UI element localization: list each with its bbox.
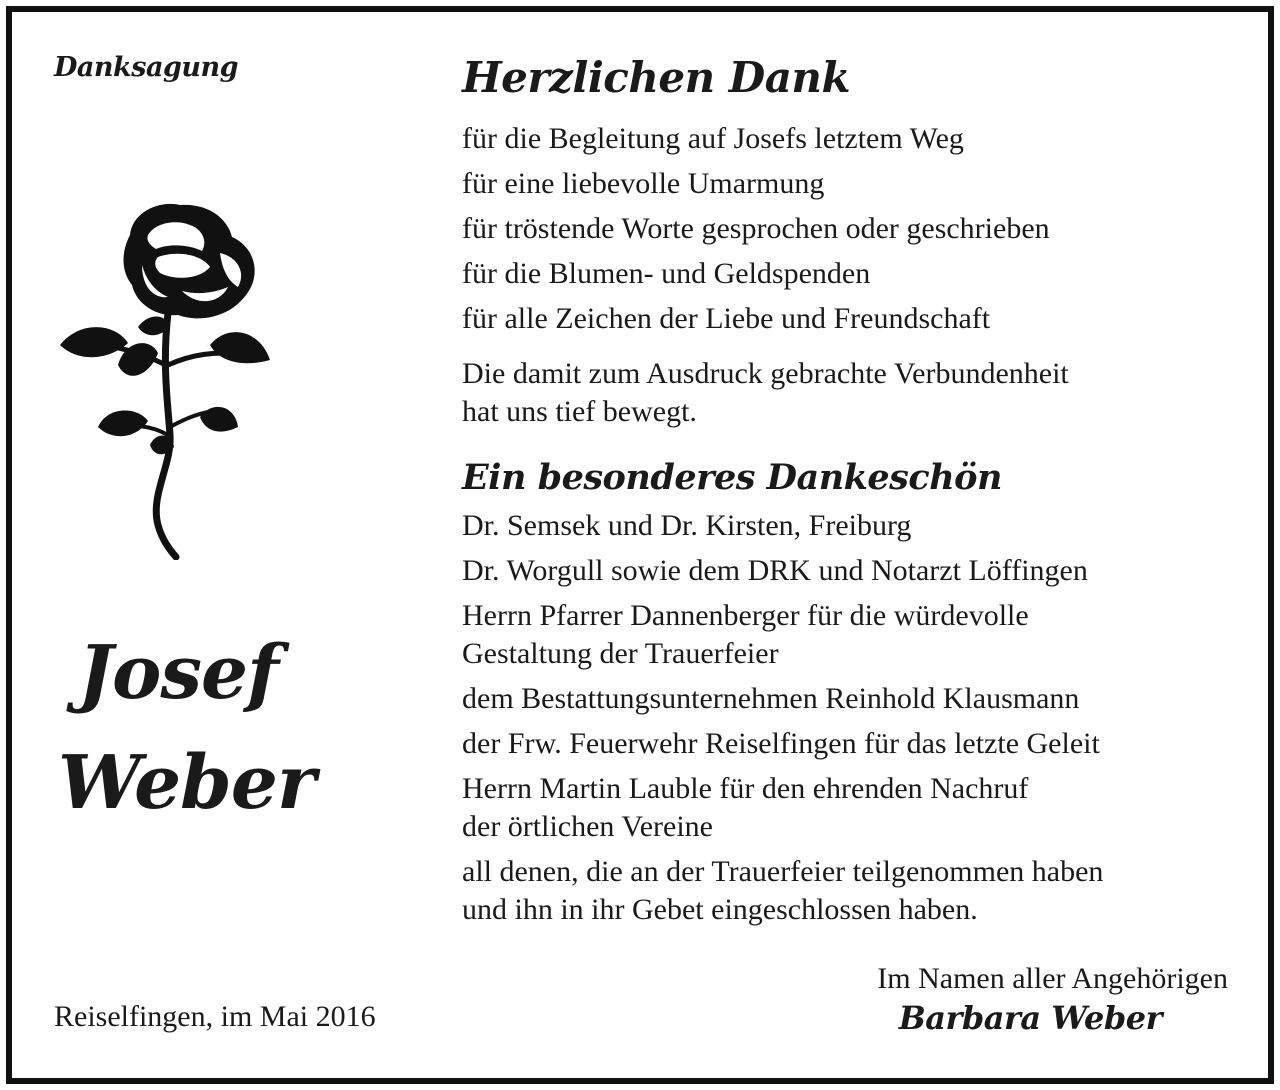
thanks-line: für die Blumen- und Geldspenden: [462, 257, 871, 290]
deceased-last-name: Weber: [58, 740, 315, 826]
thanks-list: [462, 116, 1222, 341]
heading-besonderes-dankeschoen: Ein besonderes Dankeschön: [462, 457, 1002, 498]
paragraph-line: Die damit zum Ausdruck gebrachte Verbundenheit: [462, 357, 1069, 390]
list-item: [462, 853, 1222, 929]
place-date: Reiselfingen, im Mai 2016: [54, 1000, 376, 1033]
list-item: [462, 680, 1222, 718]
special-thanks-list: [462, 507, 1222, 929]
list-item: [462, 597, 1222, 673]
thanks-line: für die Begleitung auf Josefs letztem Weg: [462, 122, 964, 155]
list-item: [462, 770, 1222, 846]
list-item: [462, 552, 1222, 590]
rose-icon: [50, 195, 280, 560]
signature-block: [877, 960, 1228, 1038]
thanks-line: für alle Zeichen der Liebe und Freundschaft: [462, 302, 991, 335]
notice-label: Danksagung: [54, 52, 238, 83]
paragraph-line: hat uns tief bewegt.: [462, 395, 697, 428]
list-item-line: der Frw. Feuerwehr Reiselfingen für das letzte Geleit: [462, 727, 1100, 760]
thanks-line: für tröstende Worte gesprochen oder geschrieben: [462, 212, 1050, 245]
list-item-line: all denen, die an der Trauerfeier teilgenommen haben: [462, 855, 1104, 888]
signature-name: Barbara Weber: [898, 999, 1162, 1037]
connection-paragraph: [462, 355, 1222, 431]
heading-herzlichen-dank: Herzlichen Dank: [462, 53, 851, 102]
list-item-line: der örtlichen Vereine: [462, 810, 714, 843]
list-item-line: Gestaltung der Trauerfeier: [462, 637, 779, 670]
list-item-line: Dr. Worgull sowie dem DRK und Notarzt Löffingen: [462, 554, 1088, 587]
list-item-line: Dr. Semsek und Dr. Kirsten, Freiburg: [462, 509, 912, 542]
list-item-line: dem Bestattungsunternehmen Reinhold Klausmann: [462, 682, 1080, 715]
signature-line: Im Namen aller Angehörigen: [877, 962, 1228, 995]
deceased-first-name: Josef: [78, 630, 278, 716]
list-item-line: Herrn Pfarrer Dannenberger für die würdevolle: [462, 599, 1029, 632]
list-item: [462, 725, 1222, 763]
thanks-line: für eine liebevolle Umarmung: [462, 167, 825, 200]
list-item: [462, 507, 1222, 545]
list-item-line: und ihn in ihr Gebet eingeschlossen haben.: [462, 893, 978, 926]
list-item-line: Herrn Martin Lauble für den ehrenden Nachruf: [462, 772, 1029, 805]
thanks-column: [462, 52, 1222, 936]
